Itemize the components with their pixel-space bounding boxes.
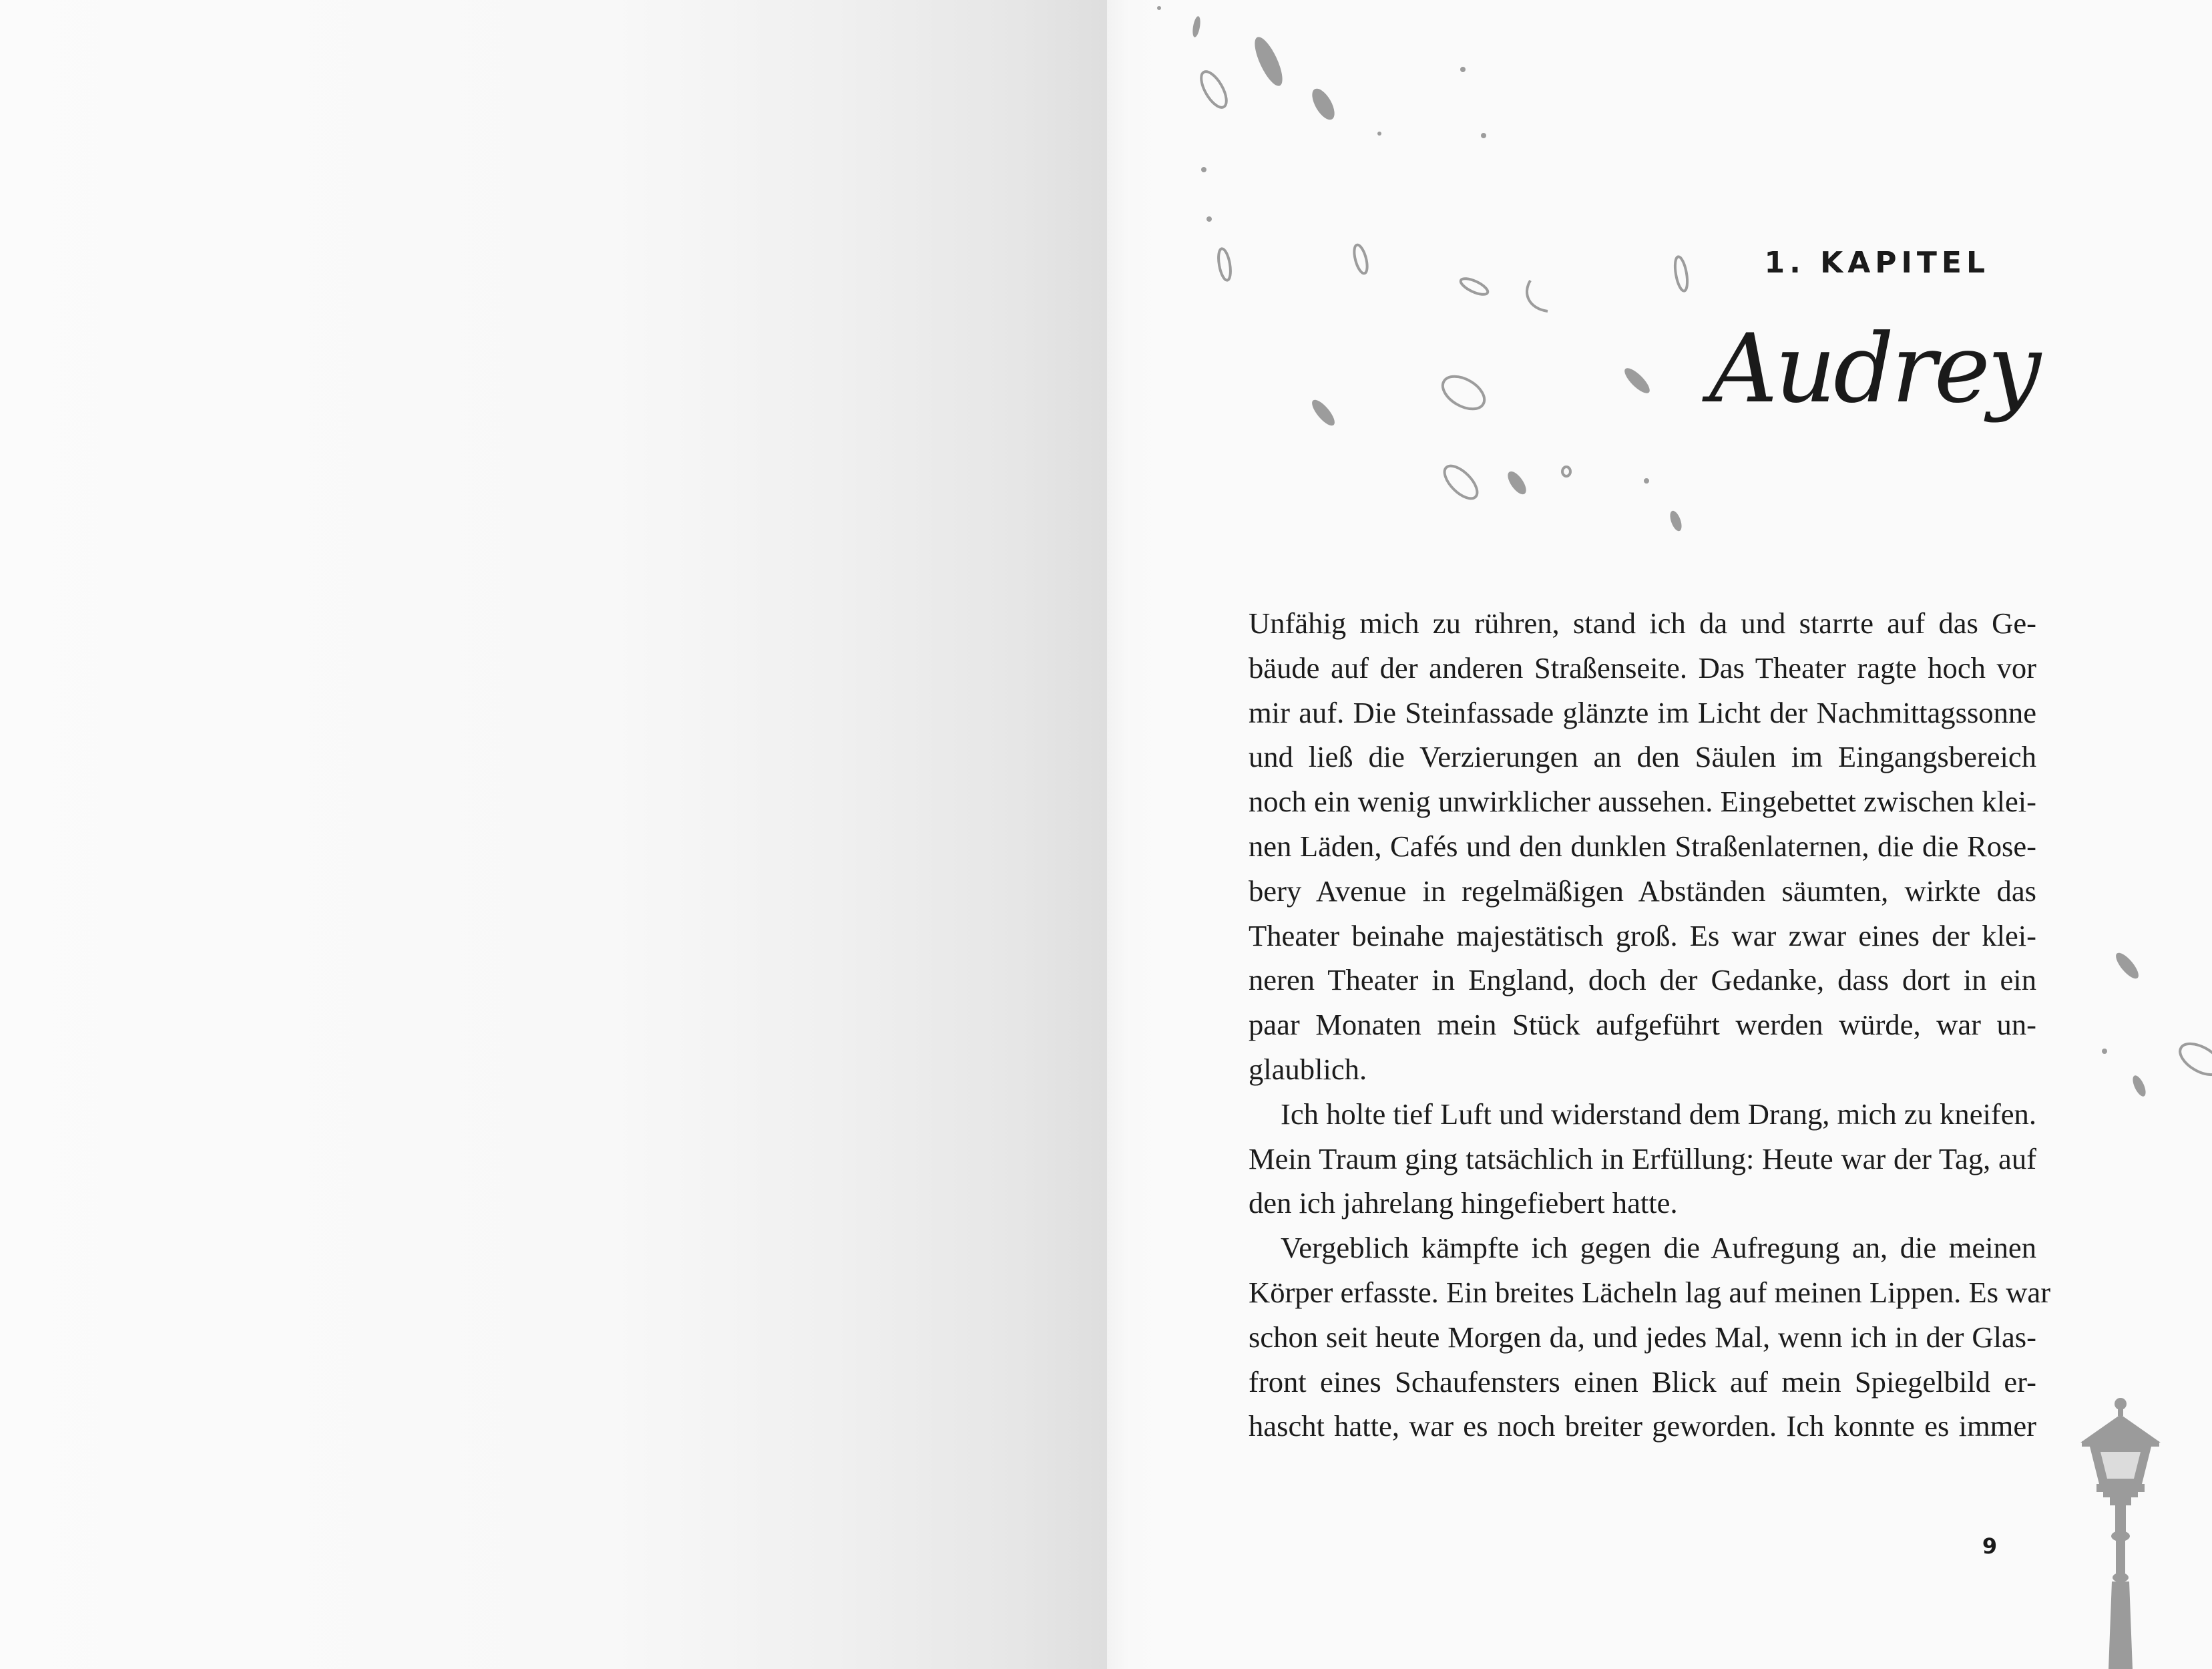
- dot-icon: [1460, 67, 1466, 72]
- leaf-icon: [1308, 85, 1339, 123]
- text-line: und ließ die Verzierungen an den Säulen im Eingangsbereich: [1249, 740, 2036, 774]
- text-line: mir auf. Die Steinfassade glänzte im Licht der Nachmittagssonne: [1249, 695, 2036, 729]
- page-number: 9: [1982, 1533, 1998, 1559]
- street-lamp-illustration: [2080, 1398, 2161, 1669]
- leaf-icon: [1668, 510, 1684, 533]
- leaf-outline-icon: [1562, 467, 1570, 476]
- text-line: bäude auf der anderen Straßenseite. Das Theater ragte hoch vor: [1249, 651, 2036, 685]
- dot-icon: [1377, 132, 1381, 136]
- text-line: glaublich.: [1249, 1052, 1367, 1086]
- text-line: Vergeblich kämpfte ich gegen die Aufregung an, die meinen: [1281, 1231, 2036, 1265]
- dot-icon: [2102, 1049, 2107, 1054]
- paragraph: [1249, 1226, 2051, 1449]
- text-line: Ich holte tief Luft und widerstand dem Drang, mich zu kneifen.: [1281, 1097, 2036, 1131]
- text-line: paar Monaten mein Stück aufgeführt werden würde, war un-: [1249, 1008, 2036, 1042]
- text-line: den ich jahrelang hingefiebert hatte.: [1249, 1186, 1678, 1220]
- leaf-icon: [2113, 950, 2143, 982]
- text-line: Theater beinahe majestätisch groß. Es war zwar eines der klei-: [1249, 918, 2036, 952]
- leaf-outline-icon: [1196, 68, 1232, 112]
- leaf-outline-icon: [1459, 275, 1490, 297]
- leaf-outline-icon: [1673, 256, 1690, 292]
- text-line: noch ein wenig unwirklicher aussehen. Eingebettet zwischen klei-: [1249, 785, 2036, 819]
- leaf-outline-icon: [1437, 370, 1490, 416]
- paragraph: [1249, 1092, 2036, 1226]
- leaf-icon: [1249, 33, 1287, 89]
- leaf-outline-icon: [1352, 244, 1370, 275]
- leaf-icon: [1621, 365, 1653, 397]
- dot-icon: [1157, 6, 1161, 10]
- leaf-outline-icon: [1216, 248, 1233, 281]
- text-line: Unfähig mich zu rühren, stand ich da und starrte auf das Ge-: [1249, 606, 2036, 640]
- dot-icon: [1206, 216, 1212, 222]
- leaf-outline-icon: [2175, 1037, 2212, 1081]
- leaf-icon: [1191, 15, 1201, 37]
- text-line: Mein Traum ging tatsächlich in Erfüllung: Heute war der Tag, auf: [1249, 1141, 2036, 1175]
- text-line: Körper erfasste. Ein breites Lächeln lag auf meinen Lippen. Es war: [1249, 1275, 2051, 1309]
- leaf-icon: [2130, 1074, 2148, 1099]
- text-line: neren Theater in England, doch der Gedanke, dass dort in ein: [1249, 963, 2036, 997]
- chapter-body-text: [1249, 601, 2051, 1449]
- chapter-title: Audrey: [1709, 314, 2039, 424]
- chapter-number: 1. KAPITEL: [1764, 246, 1990, 280]
- dot-icon: [1644, 478, 1649, 484]
- paragraph: [1249, 601, 2036, 1092]
- text-line: nen Läden, Cafés und den dunklen Straßenlaternen, die die Rose-: [1249, 829, 2036, 863]
- dot-icon: [1201, 167, 1206, 172]
- leaf-icon: [1309, 397, 1339, 429]
- text-line: schon seit heute Morgen da, und jedes Mal, wenn ich in der Glas-: [1249, 1320, 2036, 1354]
- text-line: hascht hatte, war es noch breiter geworden. Ich konnte es immer: [1249, 1409, 2036, 1443]
- text-line: bery Avenue in regelmäßigen Abständen säumten, wirkte das: [1249, 874, 2036, 908]
- text-line: front eines Schaufensters einen Blick auf mein Spiegelbild er-: [1249, 1364, 2036, 1399]
- dot-icon: [1481, 133, 1486, 138]
- leaf-outline-icon: [1527, 281, 1548, 311]
- leaf-icon: [1504, 468, 1530, 497]
- leaf-outline-icon: [1439, 460, 1482, 504]
